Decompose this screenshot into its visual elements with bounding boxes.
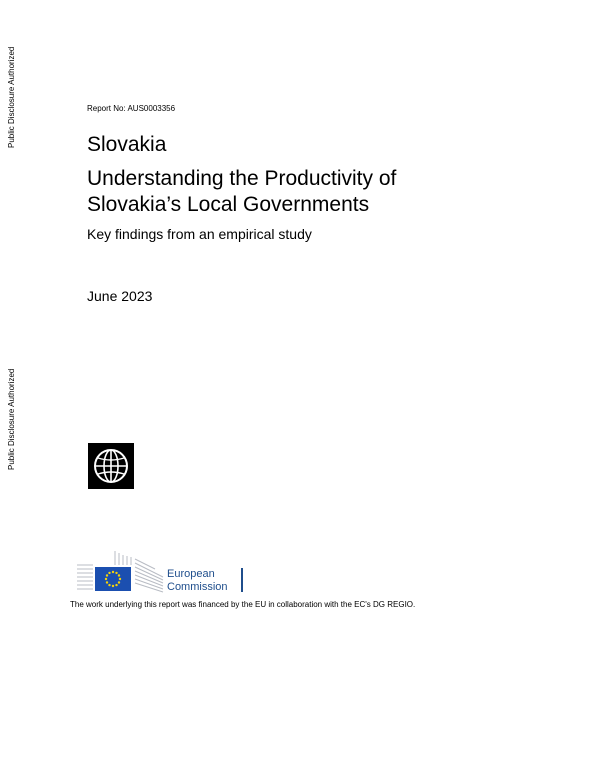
globe-icon <box>92 447 130 485</box>
ec-wordmark-line-2: Commission <box>167 581 228 593</box>
eu-stars-icon <box>95 567 131 591</box>
disclosure-stamp-top: Public Disclosure Authorized <box>7 46 16 148</box>
ec-divider <box>241 568 243 592</box>
report-date: June 2023 <box>87 288 153 304</box>
funding-note: The work underlying this report was financed by the EU in collaboration with the EC's DG REGIO. <box>70 600 416 609</box>
report-subtitle: Key findings from an empirical study <box>87 226 312 242</box>
report-title-line-2: Slovakia’s Local Governments <box>87 193 370 216</box>
eu-flag <box>95 567 131 591</box>
ec-wordmark-line-1: European <box>167 568 215 580</box>
report-title <box>87 166 507 218</box>
report-title-line-1: Understanding the Productivity of <box>87 167 397 190</box>
report-country: Slovakia <box>87 133 167 156</box>
world-bank-logo <box>88 443 134 489</box>
ec-wordmark <box>167 568 228 594</box>
report-number: Report No: AUS0003356 <box>87 104 176 113</box>
european-commission-logo <box>75 549 255 595</box>
disclosure-stamp-bottom: Public Disclosure Authorized <box>7 368 16 470</box>
